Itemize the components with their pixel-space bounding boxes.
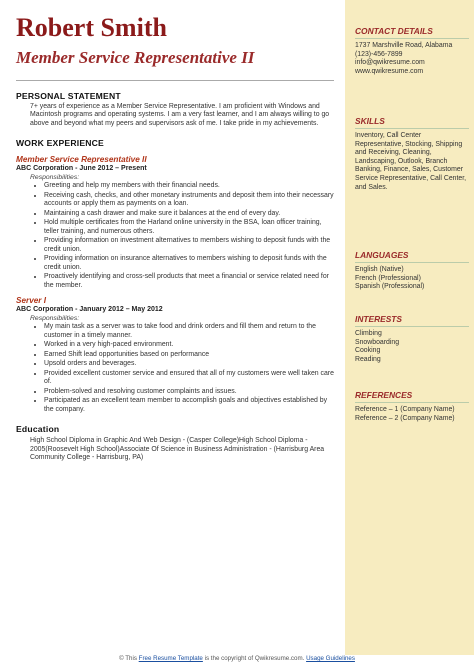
usage-guidelines-link[interactable]: Usage Guidelines <box>306 655 355 662</box>
interests-heading: INTERESTS <box>355 314 469 327</box>
interests-section <box>355 314 469 364</box>
list-item: Reading <box>355 355 381 363</box>
list-item: • Proactively identifying and cross-sell products that meet a financial or service related need for the member. <box>44 273 334 290</box>
header-divider <box>16 80 334 81</box>
contact-address: 1737 Marshville Road, Alabama <box>355 42 453 49</box>
list-item: • My main task as a server was to take food and drink orders and fill them and return to the customer in a timely manner. <box>44 323 334 340</box>
footer-copyright-text: is the copyright of Qwikresume.com. <box>204 655 305 662</box>
main-column <box>16 14 334 463</box>
languages-list <box>355 266 469 292</box>
list-item: Reference – 1 (Company Name) <box>355 406 455 413</box>
list-item: French (Professional) <box>355 274 421 282</box>
list-item: • Providing information on investment alternatives to members wishing to deposit funds with the credit union. <box>44 237 334 254</box>
contact-heading: CONTACT DETAILS <box>355 26 469 39</box>
list-item: • Problem-solved and resolving customer complaints and issues. <box>44 388 334 397</box>
skills-heading: SKILLS <box>355 116 469 129</box>
list-item: English (Native) <box>355 266 404 273</box>
education-heading: Education <box>16 424 60 435</box>
contact-lines <box>355 42 469 76</box>
list-item: • Greeting and help my members with their financial needs. <box>44 182 334 191</box>
references-list <box>355 406 469 423</box>
skills-section <box>355 116 469 192</box>
contact-email[interactable]: info@qwikresume.com <box>355 59 425 67</box>
list-item: Reference – 2 (Company Name) <box>355 414 455 422</box>
list-item: Climbing <box>355 330 382 337</box>
statement-heading: PERSONAL STATEMENT <box>16 91 121 101</box>
list-item: • Maintaining a cash drawer and make sure it balances at the end of every day. <box>44 210 334 219</box>
experience-section <box>16 138 334 414</box>
skills-text: Inventory, Call Center Representative, Stocking, Shipping and Receiving, Cleaning, Landscaping, Outlook, Branch Banking, Finance, Sales, Customer Service Representative, Call Center, and Sales. <box>355 132 467 191</box>
list-item: • Earned Shift lead opportunities based on performance <box>44 351 334 360</box>
references-heading: REFERENCES <box>355 390 469 403</box>
contact-website[interactable]: www.qwikresume.com <box>355 67 424 75</box>
list-item: Cooking <box>355 347 381 355</box>
statement-text: 7+ years of experience as a Member Service Representative. I am proficient with Windows and Macintosh programs and operating systems. I am a very fast learner, and I am always willing to go above and beyond what my peers and supervisors ask of me. I take pride in my achievements. <box>30 103 330 127</box>
languages-section <box>355 250 469 292</box>
list-item: • Upsold orders and beverages. <box>44 360 334 369</box>
experience-heading: WORK EXPERIENCE <box>16 138 104 149</box>
list-item: Snowboarding <box>355 338 400 346</box>
job-entry <box>16 296 334 414</box>
responsibilities-label: Responsibilities: <box>30 174 80 182</box>
references-section <box>355 390 469 423</box>
job-title: Server I <box>16 296 47 306</box>
footer-prefix: © This <box>119 655 137 662</box>
list-item: • Participated as an excellent team member to accomplish goals and objectives established by the company. <box>44 397 334 414</box>
job-meta: ABC Corporation - January 2012 – May 2012 <box>16 306 163 314</box>
responsibilities-list <box>16 323 334 414</box>
list-item: • Hold multiple certificates from the Harland online university in the BSA, loan officer training, teller training, and numerous others. <box>44 219 334 236</box>
contact-section <box>355 26 469 76</box>
education-text: High School Diploma in Graphic And Web Design - (Casper College)High School Diploma - 2005(Roosevelt High School)Associate Of Science in Business Administration - (Harrisburg Area Community College - Harrisburg, PA) <box>30 437 325 462</box>
job-meta: ABC Corporation - June 2012 – Present <box>16 165 147 173</box>
free-resume-template-link[interactable]: Free Resume Template <box>138 655 203 662</box>
list-item: • Worked in a very high-paced environment. <box>44 341 334 350</box>
list-item: • Receiving cash, checks, and other monetary instruments and deposit them into their necessary accounts or apply them as payments on a loan. <box>44 192 334 209</box>
footer <box>0 655 474 662</box>
job-entry <box>16 155 334 290</box>
responsibilities-label: Responsibilities: <box>30 315 80 323</box>
sidebar <box>345 0 474 655</box>
statement-section <box>16 91 334 128</box>
list-item: • Provided excellent customer service and ensured that all of my customers were well taken care of. <box>44 370 334 387</box>
responsibilities-list <box>16 182 334 290</box>
interests-list <box>355 330 469 364</box>
candidate-name: Robert Smith <box>16 13 167 42</box>
education-section <box>16 424 334 463</box>
list-item: • Providing information on insurance alternatives to members wishing to deposit funds with the credit union. <box>44 255 334 272</box>
candidate-role: Member Service Representative II <box>16 48 255 67</box>
contact-phone: (123)-456-7899 <box>355 50 403 58</box>
job-title: Member Service Representative II <box>16 155 147 165</box>
languages-heading: LANGUAGES <box>355 250 469 263</box>
list-item: Spanish (Professional) <box>355 283 425 291</box>
